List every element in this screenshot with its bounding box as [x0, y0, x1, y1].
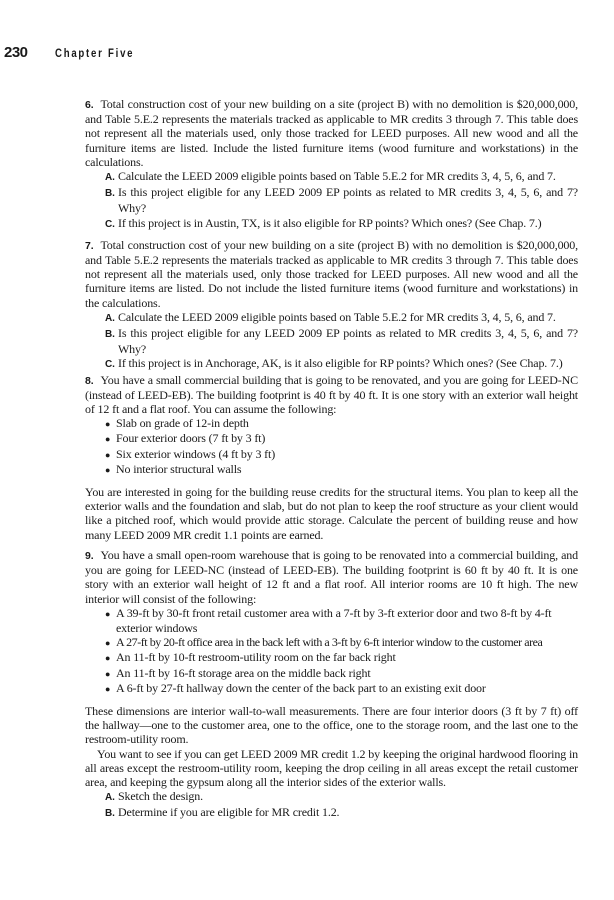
problem-text: Total construction cost of your new building on a site (project B) with no demolition is $20,000,000, and Table 5.E.2 represents the materials tracked as applicable to MR credits 3 through 7. This table does not represent all the materials used, only those tracked for LEED purposes. All new wood and all the furniture items are listed. Include the listed furniture items (wood furniture and workstations) in the calculations.: [85, 97, 578, 169]
sub-question: [105, 356, 578, 372]
sub-text: Is this project eligible for any LEED 2009 EP points as related to MR credits 3, 4, 5, 6, and 7? Why?: [118, 326, 578, 357]
sub-question: [105, 216, 578, 232]
sub-text: Calculate the LEED 2009 eligible points based on Table 5.E.2 for MR credits 3, 4, 5, 6, and 7.: [118, 169, 556, 184]
sub-text: Sketch the design.: [118, 789, 203, 804]
list-item: [105, 462, 578, 477]
paragraph: You want to see if you can get LEED 2009 MR credit 1.2 by keeping the original hardwood flooring in all areas except the restroom-utility room, keeping the drop ceiling in all areas except the retail customer area, and keeping the gypsum along all the interior sides of the exterior walls.: [85, 746, 578, 789]
sub-question: [105, 310, 578, 326]
sub-question: [105, 805, 578, 821]
bullet-icon: ●: [105, 464, 111, 475]
sub-label: A.: [105, 792, 115, 804]
problem-text: You have a small open-room warehouse that is going to be renovated into a commercial building, and you are going for LEED-NC (instead of LEED-EB). The building footprint is 60 ft by 40 ft. It is one story with an exterior wall height of 12 ft and a flat roof. All interior rooms are 10 ft high. The new interior will consist of the following:: [85, 547, 578, 606]
problem-number: 8.: [85, 374, 94, 387]
sub-label: A.: [105, 312, 115, 324]
sub-question: [105, 789, 578, 805]
bullet-icon: ●: [105, 653, 111, 664]
list-item: [105, 431, 578, 446]
sub-label: C.: [105, 359, 115, 371]
list-item-text: A 6-ft by 27-ft hallway down the center of the back part to an existing exit door: [116, 680, 486, 695]
sub-text: Calculate the LEED 2009 eligible points based on Table 5.E.2 for MR credits 3, 4, 5, 6, and 7.: [118, 309, 556, 324]
sub-text: If this project is in Anchorage, AK, is it also eligible for RP points? Which ones? (See Chap. 7.): [118, 356, 563, 371]
sub-label: A.: [105, 172, 115, 184]
sub-label: C.: [105, 218, 115, 230]
list-item: [105, 416, 578, 431]
sub-label: B.: [105, 329, 115, 341]
problem-9: [85, 548, 578, 822]
chapter-title: Chapter Five: [55, 46, 135, 60]
problem-9-text: [85, 548, 578, 606]
problem-number: 6.: [85, 99, 94, 111]
bullet-icon: ●: [105, 638, 110, 649]
list-item: [105, 447, 578, 462]
list-item: [105, 666, 578, 681]
sub-question: [105, 326, 578, 356]
paragraph: These dimensions are interior wall-to-wall measurements. There are four interior doors (3 ft by 7 ft) off the hallway—one to the customer area, one to the office, one to the storage room, and the last one to the restroom-utility room.: [85, 703, 578, 747]
sub-label: B.: [105, 188, 115, 200]
problem-7-text: [85, 238, 578, 310]
problem-6: [85, 97, 578, 232]
bullet-icon: ●: [105, 683, 111, 694]
bullet-icon: ●: [105, 668, 111, 679]
problem-6-text: [85, 97, 578, 169]
sub-text: Is this project eligible for any LEED 2009 EP points as related to MR credits 3, 4, 5, 6, and 7? Why?: [118, 185, 578, 216]
problem-8-text: [85, 373, 578, 417]
list-item-text: An 11-ft by 10-ft restroom-utility room on the far back right: [116, 650, 396, 665]
bullet-icon: ●: [105, 608, 111, 619]
list-item: [105, 635, 578, 650]
list-item-text: Four exterior doors (7 ft by 3 ft): [116, 431, 266, 446]
sub-label: B.: [105, 808, 115, 820]
list-item-text: Six exterior windows (4 ft by 3 ft): [116, 446, 276, 461]
list-item: [105, 681, 578, 696]
bullet-icon: ●: [105, 434, 111, 445]
bullet-icon: ●: [105, 449, 111, 460]
list-item-text: An 11-ft by 16-ft storage area on the middle back right: [116, 665, 371, 680]
list-item: [105, 650, 578, 665]
problem-number: 9.: [85, 549, 94, 562]
list-item-text: A 27-ft by 20-ft office area in the back left with a 3-ft by 6-ft interior window to the customer area: [116, 635, 543, 650]
paragraph: You are interested in going for the building reuse credits for the structural items. You plan to keep all the exterior walls and the foundation and slab, but do not plan to keep the roof structure as your client would like a pitched roof, which would provide attic storage. Calculate the percent of building reuse and how many LEED 2009 MR credit 1.1 points are earned.: [85, 485, 578, 542]
list-item-text: A 39-ft by 30-ft front retail customer area with a 7-ft by 3-ft exterior door and two 8-ft by 4-ft exterior windows: [116, 605, 552, 635]
running-header: [4, 44, 304, 64]
sub-text: Determine if you are eligible for MR credit 1.2.: [118, 805, 340, 820]
page-number: 230: [4, 44, 28, 61]
list-item-text: Slab on grade of 12-in depth: [116, 416, 249, 431]
problem-8: [85, 373, 578, 542]
problem-7: [85, 238, 578, 373]
list-item-text: No interior structural walls: [116, 461, 242, 476]
sub-text: If this project is in Austin, TX, is it also eligible for RP points? Which ones? (See Chap. 7.): [118, 215, 542, 230]
bullet-list: [85, 416, 578, 477]
page-body: [85, 97, 578, 822]
bullet-list: [85, 606, 578, 696]
problem-number: 7.: [85, 239, 94, 252]
bullet-icon: ●: [105, 419, 111, 430]
sub-question: [105, 169, 578, 185]
problem-text: You have a small commercial building that is going to be renovated, and you are going for LEED-NC (instead of LEED-EB). The building footprint is 40 ft by 40 ft. It is one story with an exterior wall height of 12 ft and a flat roof. You can assume the following:: [85, 372, 578, 417]
problem-text: Total construction cost of your new building on a site (project B) with no demolition is $20,000,000, and Table 5.E.2 represents the materials tracked as applicable to MR credits 3 through 7. This table does not represent all the materials used, only those tracked for LEED purposes. All new wood and all the furniture items are listed. Do not include the listed furniture items (wood furniture and workstations) in the calculations.: [85, 237, 578, 310]
list-item: [105, 606, 578, 635]
sub-question: [105, 185, 578, 215]
